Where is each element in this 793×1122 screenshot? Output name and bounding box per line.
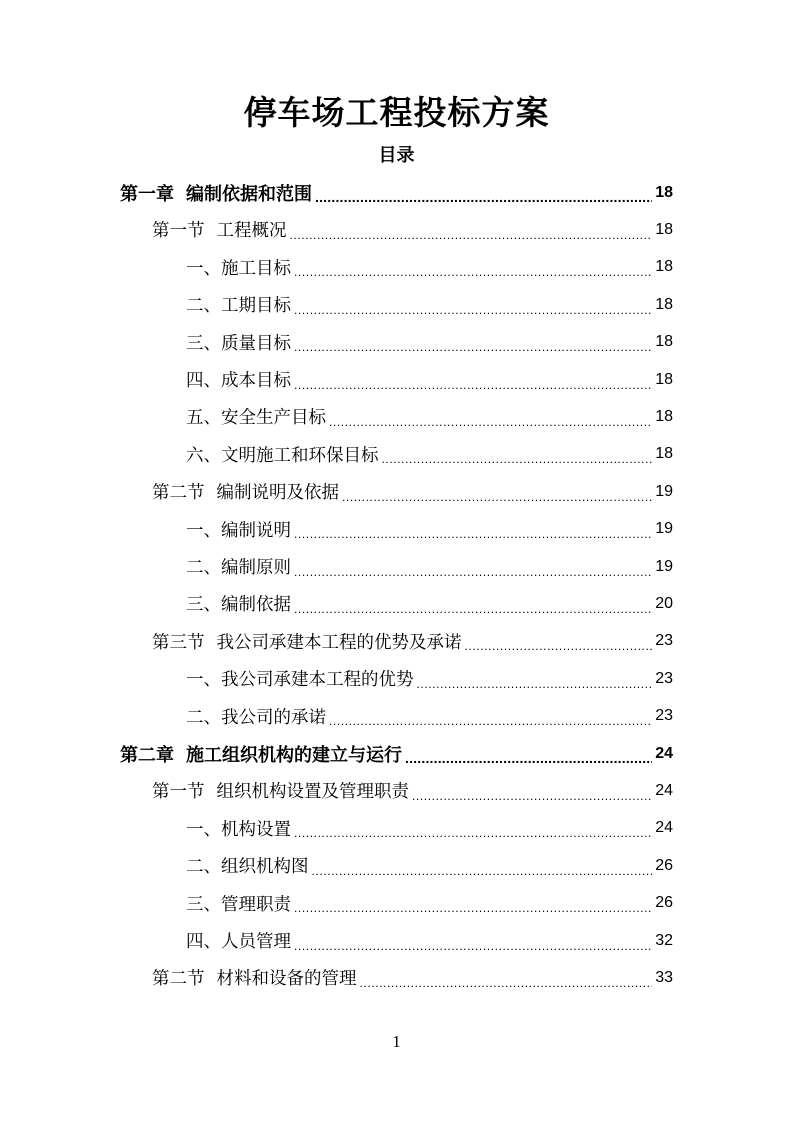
toc-entry-label <box>152 479 339 504</box>
toc-entry-label <box>186 442 379 467</box>
toc-entry-text: 材料和设备的管理 <box>216 969 357 990</box>
toc-entry-page: 33 <box>655 968 673 986</box>
toc-entry-page: 18 <box>655 220 673 238</box>
toc-entry-page: 26 <box>655 856 673 874</box>
toc-entry-page: 18 <box>655 183 673 201</box>
toc-dot-leader <box>294 603 652 615</box>
toc-entry[interactable] <box>152 211 673 248</box>
toc-dot-leader <box>294 827 652 839</box>
toc-entry-text: 质量目标 <box>221 333 291 354</box>
toc-dot-leader <box>315 190 652 204</box>
toc-entry-page: 18 <box>655 295 673 313</box>
toc-entry-text: 编制说明及依据 <box>216 483 339 504</box>
toc-heading: 目录 <box>378 145 415 166</box>
toc-dot-leader <box>465 640 653 652</box>
toc-entry-page: 19 <box>655 520 673 538</box>
toc-dot-leader <box>294 902 652 914</box>
toc-entry-label <box>186 666 414 691</box>
toc-entry-number: 一、 <box>186 520 221 541</box>
toc-entry-page: 19 <box>655 482 673 500</box>
toc-entry-label <box>186 554 291 579</box>
toc-entry-text: 我公司的承诺 <box>221 707 326 728</box>
toc-entry-number: 第三节 <box>152 632 205 653</box>
toc-entry-page: 26 <box>655 894 673 912</box>
toc-entry-label <box>186 292 291 317</box>
toc-entry-label <box>186 891 291 916</box>
toc-dot-leader <box>329 715 652 727</box>
toc-entry-number: 第一章 <box>120 183 174 205</box>
toc-entry-number: 一、 <box>186 670 221 691</box>
page-number: 1 <box>392 1032 401 1051</box>
toc-entry-label <box>152 629 462 654</box>
toc-entry-text: 编制依据 <box>221 595 291 616</box>
toc-entry-text: 人员管理 <box>221 932 291 952</box>
toc-entry-text: 我公司承建本工程的优势 <box>221 670 414 691</box>
toc-entry-text: 编制依据和范围 <box>186 183 312 205</box>
toc-entry-number: 三、 <box>186 894 221 915</box>
toc-entry-text: 施工目标 <box>221 258 291 279</box>
toc-entry[interactable] <box>152 959 673 996</box>
toc-entry-number: 一、 <box>186 819 221 840</box>
toc-entry-page: 19 <box>655 557 673 575</box>
toc-dot-leader <box>412 790 652 802</box>
toc-entry[interactable] <box>120 174 673 211</box>
toc-dot-leader <box>342 491 652 503</box>
toc-dot-leader <box>294 940 652 952</box>
toc-entry-label <box>120 180 312 206</box>
toc-entry-label <box>152 778 409 803</box>
toc-entry-number: 第二章 <box>120 744 174 766</box>
toc-entry-text: 文明施工和环保目标 <box>221 445 379 466</box>
toc-entry-page: 18 <box>655 445 673 463</box>
toc-entry[interactable] <box>186 698 673 735</box>
toc-entry-number: 第二节 <box>152 483 205 504</box>
toc-entry-page: 18 <box>655 333 673 351</box>
toc-entry-page: 24 <box>655 744 673 762</box>
toc-entry-label <box>186 816 291 841</box>
toc-entry[interactable] <box>186 398 673 435</box>
toc-entry-label <box>186 330 291 355</box>
toc-entry-text: 成本目标 <box>221 371 291 391</box>
toc-entry-number: 二、 <box>186 558 221 578</box>
toc-entry[interactable] <box>152 473 673 510</box>
toc-entry-label <box>120 741 402 767</box>
toc-entry-text: 管理职责 <box>221 894 291 915</box>
toc-entry-text: 编制说明 <box>221 520 291 541</box>
toc-entry-number: 第二节 <box>152 969 205 990</box>
toc-entry-text: 组织机构设置及管理职责 <box>216 782 409 803</box>
toc-entry-label <box>186 591 291 616</box>
toc-entry-number: 四、 <box>186 371 221 391</box>
toc-entry[interactable] <box>186 922 673 959</box>
toc-entry-page: 24 <box>655 819 673 837</box>
toc-dot-leader <box>294 341 652 353</box>
toc-entry-label <box>186 853 309 878</box>
toc-entry-number: 二、 <box>186 707 221 728</box>
toc-entry-label <box>186 928 291 953</box>
toc-entry[interactable] <box>186 436 673 473</box>
toc-entry[interactable] <box>186 548 673 585</box>
toc-entry-label <box>186 367 291 392</box>
toc-entry[interactable] <box>186 249 673 286</box>
toc-entry[interactable] <box>186 810 673 847</box>
toc-entry-number: 第一节 <box>152 221 205 242</box>
toc-entry[interactable] <box>186 585 673 622</box>
toc-entry-label <box>186 704 326 729</box>
toc-entry-text: 我公司承建本工程的优势及承诺 <box>216 632 462 653</box>
toc-entry[interactable] <box>186 847 673 884</box>
toc-entry-number: 五、 <box>186 408 221 429</box>
toc-entry-page: 18 <box>655 407 673 425</box>
toc-entry-text: 安全生产目标 <box>221 408 326 429</box>
toc-dot-leader <box>294 566 652 578</box>
toc-entry-number: 一、 <box>186 258 221 279</box>
toc-entry-text: 工程概况 <box>216 221 287 242</box>
toc-entry-page: 23 <box>655 632 673 650</box>
toc-dot-leader <box>360 977 653 989</box>
toc-entry-page: 24 <box>655 781 673 799</box>
toc-entry-number: 第一节 <box>152 782 205 803</box>
toc-entry-page: 18 <box>655 370 673 388</box>
toc-entry-page: 23 <box>655 669 673 687</box>
toc-dot-leader <box>290 229 653 241</box>
toc-entry-number: 六、 <box>186 445 221 466</box>
toc-dot-leader <box>382 453 653 465</box>
toc-entry-label <box>186 404 326 429</box>
toc-entry-label <box>152 965 357 990</box>
toc-entry-label <box>186 255 291 280</box>
toc-entry-number: 二、 <box>186 296 221 317</box>
toc-dot-leader <box>329 416 652 428</box>
toc-entry-page: 20 <box>655 594 673 612</box>
toc-entry-number: 三、 <box>186 595 221 616</box>
toc-dot-leader <box>405 751 652 765</box>
toc-entry[interactable] <box>186 324 673 361</box>
toc-entry[interactable] <box>186 286 673 323</box>
toc-entry-number: 二、 <box>186 857 221 878</box>
toc-entry-text: 组织机构图 <box>221 857 309 878</box>
toc-entry-number: 三、 <box>186 333 221 354</box>
toc-dot-leader <box>294 304 652 316</box>
toc-entry-label <box>152 217 287 242</box>
toc-dot-leader <box>417 678 653 690</box>
toc-entry[interactable] <box>186 885 673 922</box>
toc-dot-leader <box>294 266 652 278</box>
toc-entry[interactable] <box>152 623 673 660</box>
toc-dot-leader <box>294 379 652 391</box>
toc-entry-number: 四、 <box>186 932 221 952</box>
toc-entry[interactable] <box>186 361 673 398</box>
toc-entry-page: 18 <box>655 258 673 276</box>
toc-entry[interactable] <box>120 735 673 772</box>
toc-entry-text: 施工组织机构的建立与运行 <box>186 744 402 766</box>
toc-entry-page: 32 <box>655 931 673 949</box>
toc-entry-text: 工期目标 <box>221 296 291 317</box>
toc-entry[interactable] <box>186 660 673 697</box>
document-title: 停车场工程投标方案 <box>243 93 550 132</box>
toc-entry-text: 编制原则 <box>221 558 291 578</box>
toc-entry-text: 机构设置 <box>221 819 291 840</box>
toc-entry-page: 23 <box>655 707 673 725</box>
toc-dot-leader <box>294 528 652 540</box>
toc-entry[interactable] <box>152 772 673 809</box>
toc-entry[interactable] <box>186 511 673 548</box>
toc-dot-leader <box>312 865 653 877</box>
toc-entry-label <box>186 517 291 542</box>
